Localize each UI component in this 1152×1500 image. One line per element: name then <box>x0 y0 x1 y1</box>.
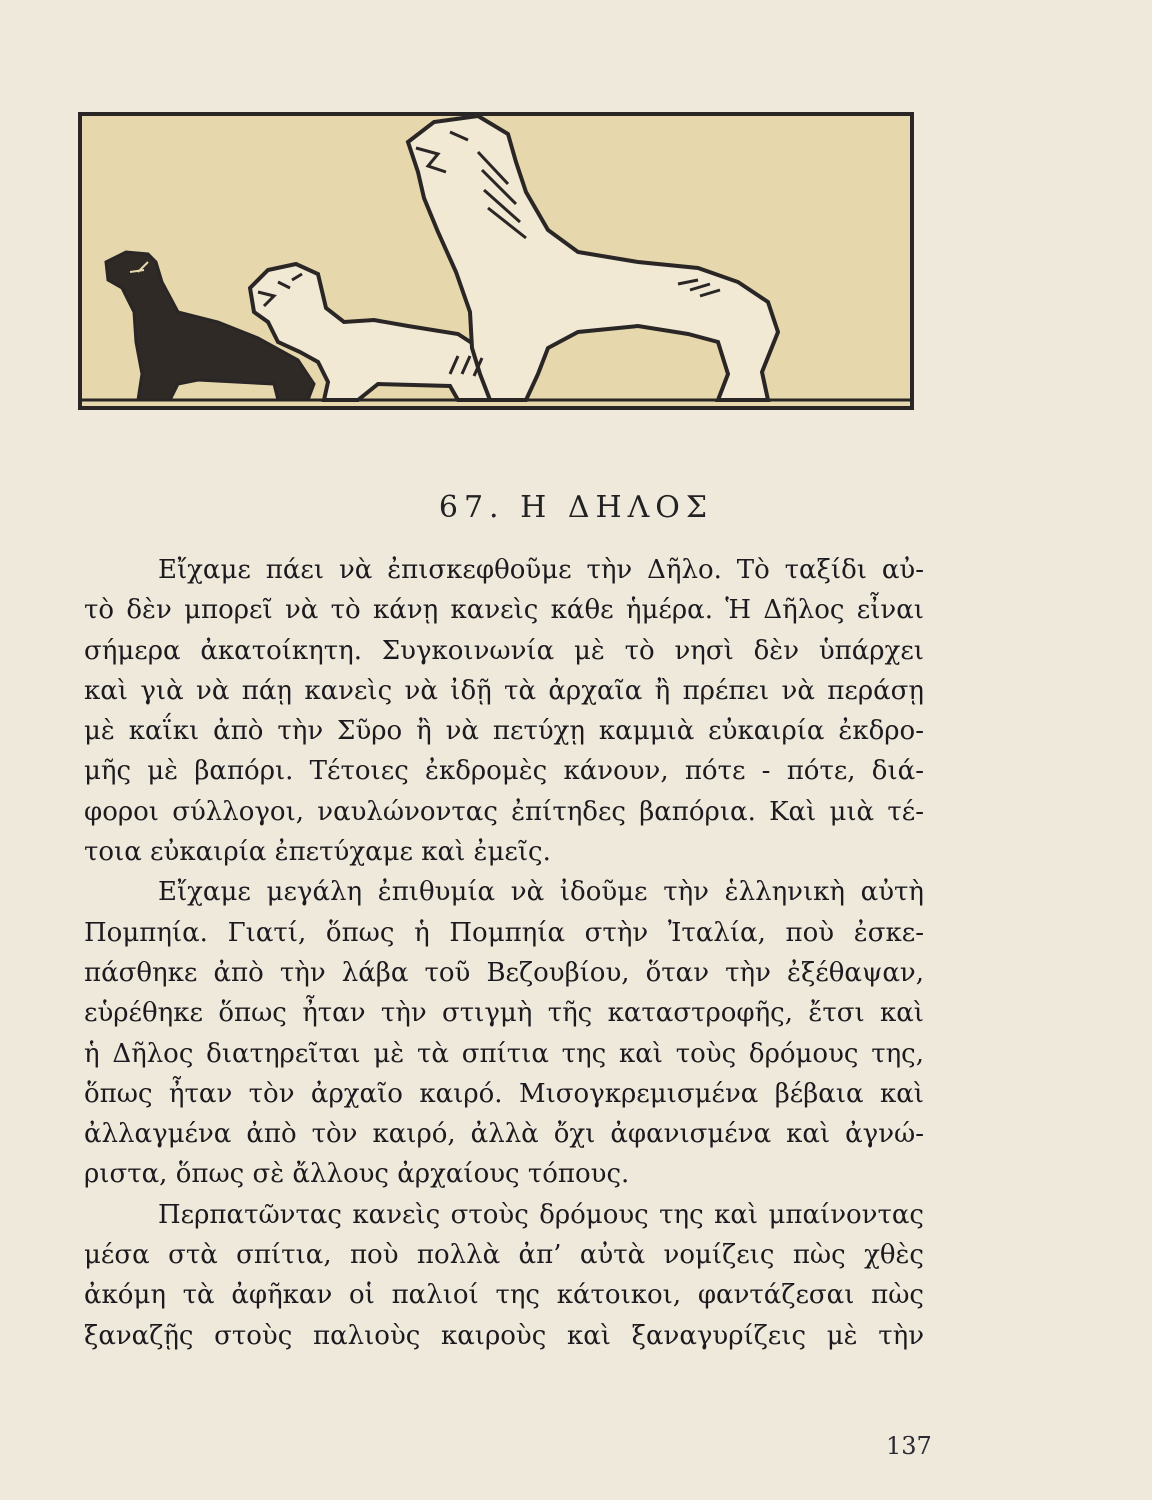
text-line: σήμερα ἀκατοίκητη. Συγκοινωνία μὲ τὸ νησὶ δὲν ὑπάρχει <box>84 635 924 666</box>
text-line: πάσθηκε ἀπὸ τὴν λάβα τοῦ Βεζουβίου, ὅταν τὴν ἐξέθαψαν, <box>84 957 924 988</box>
text-line: ξαναζῇς στοὺς παλιοὺς καιροὺς καὶ ξαναγυρίζεις μὲ τὴν <box>84 1320 924 1351</box>
text-line: ἀλλαγμένα ἀπὸ τὸν καιρό, ἀλλὰ ὄχι ἀφανισμένα καὶ ἀγνώ- <box>84 1119 924 1150</box>
text-line: μέσα στὰ σπίτια, ποὺ πολλὰ ἀπ’ αὐτὰ νομίζεις πὼς χθὲς <box>84 1240 924 1271</box>
page-number: 137 <box>886 1432 932 1460</box>
text-line: Εἴχαμε μεγάλη ἐπιθυμία νὰ ἰδοῦμε τὴν ἑλληνικὴ αὐτὴ <box>158 877 924 908</box>
text-line: τοια εὐκαιρία ἐπετύχαμε καὶ ἐμεῖς. <box>84 837 551 868</box>
text-line: Εἴχαμε πάει νὰ ἐπισκεφθοῦμε τὴν Δῆλο. Τὸ ταξίδι αὐ- <box>158 555 924 585</box>
text-line: ἀκόμη τὰ ἀφῆκαν οἱ παλιοί της κάτοικοι, φαντάζεσαι πὼς <box>84 1280 924 1311</box>
lions-illustration-svg <box>78 112 914 412</box>
text-line: ἡ Δῆλος διατηρεῖται μὲ τὰ σπίτια της καὶ τοὺς δρόμους της, <box>84 1038 924 1069</box>
text-line: μὲ καΐκι ἀπὸ τὴν Σῦρο ἢ νὰ πετύχῃ καμμιὰ εὐκαιρία ἐκδρο- <box>84 716 924 747</box>
text-line: εὑρέθηκε ὅπως ἦταν τὴν στιγμὴ τῆς καταστροφῆς, ἔτσι καὶ <box>84 998 924 1029</box>
text-line: ριστα, ὅπως σὲ ἄλλους ἀρχαίους τόπους. <box>84 1159 630 1190</box>
lions-of-delos-illustration <box>78 112 914 412</box>
text-line: Περπατῶντας κανεὶς στοὺς δρόμους της καὶ μπαίνοντας <box>158 1199 924 1230</box>
text-line: καὶ γιὰ νὰ πάῃ κανεὶς νὰ ἰδῇ τὰ ἀρχαῖα ἢ πρέπει νὰ περάσῃ <box>84 675 924 706</box>
chapter-title: 67. Η ΔΗΛΟΣ <box>438 490 714 525</box>
text-line: μῆς μὲ βαπόρι. Τέτοιες ἐκδρομὲς κάνουν, πότε - πότε, διά- <box>84 756 924 787</box>
text-line: φοροι σύλλογοι, ναυλώνοντας ἐπίτηδες βαπόρια. Καὶ μιὰ τέ- <box>84 796 924 827</box>
text-line: ὅπως ἦταν τὸν ἀρχαῖο καιρό. Μισογκρεμισμένα βέβαια καὶ <box>84 1078 924 1109</box>
body-text <box>84 550 924 1356</box>
text-line: τὸ δὲν μπορεῖ νὰ τὸ κάνῃ κανεὶς κάθε ἡμέρα. Ἡ Δῆλος εἶναι <box>84 595 924 626</box>
text-line: Πομπηία. Γιατί, ὅπως ἡ Πομπηία στὴν Ἰταλία, ποὺ ἐσκε- <box>84 917 924 948</box>
